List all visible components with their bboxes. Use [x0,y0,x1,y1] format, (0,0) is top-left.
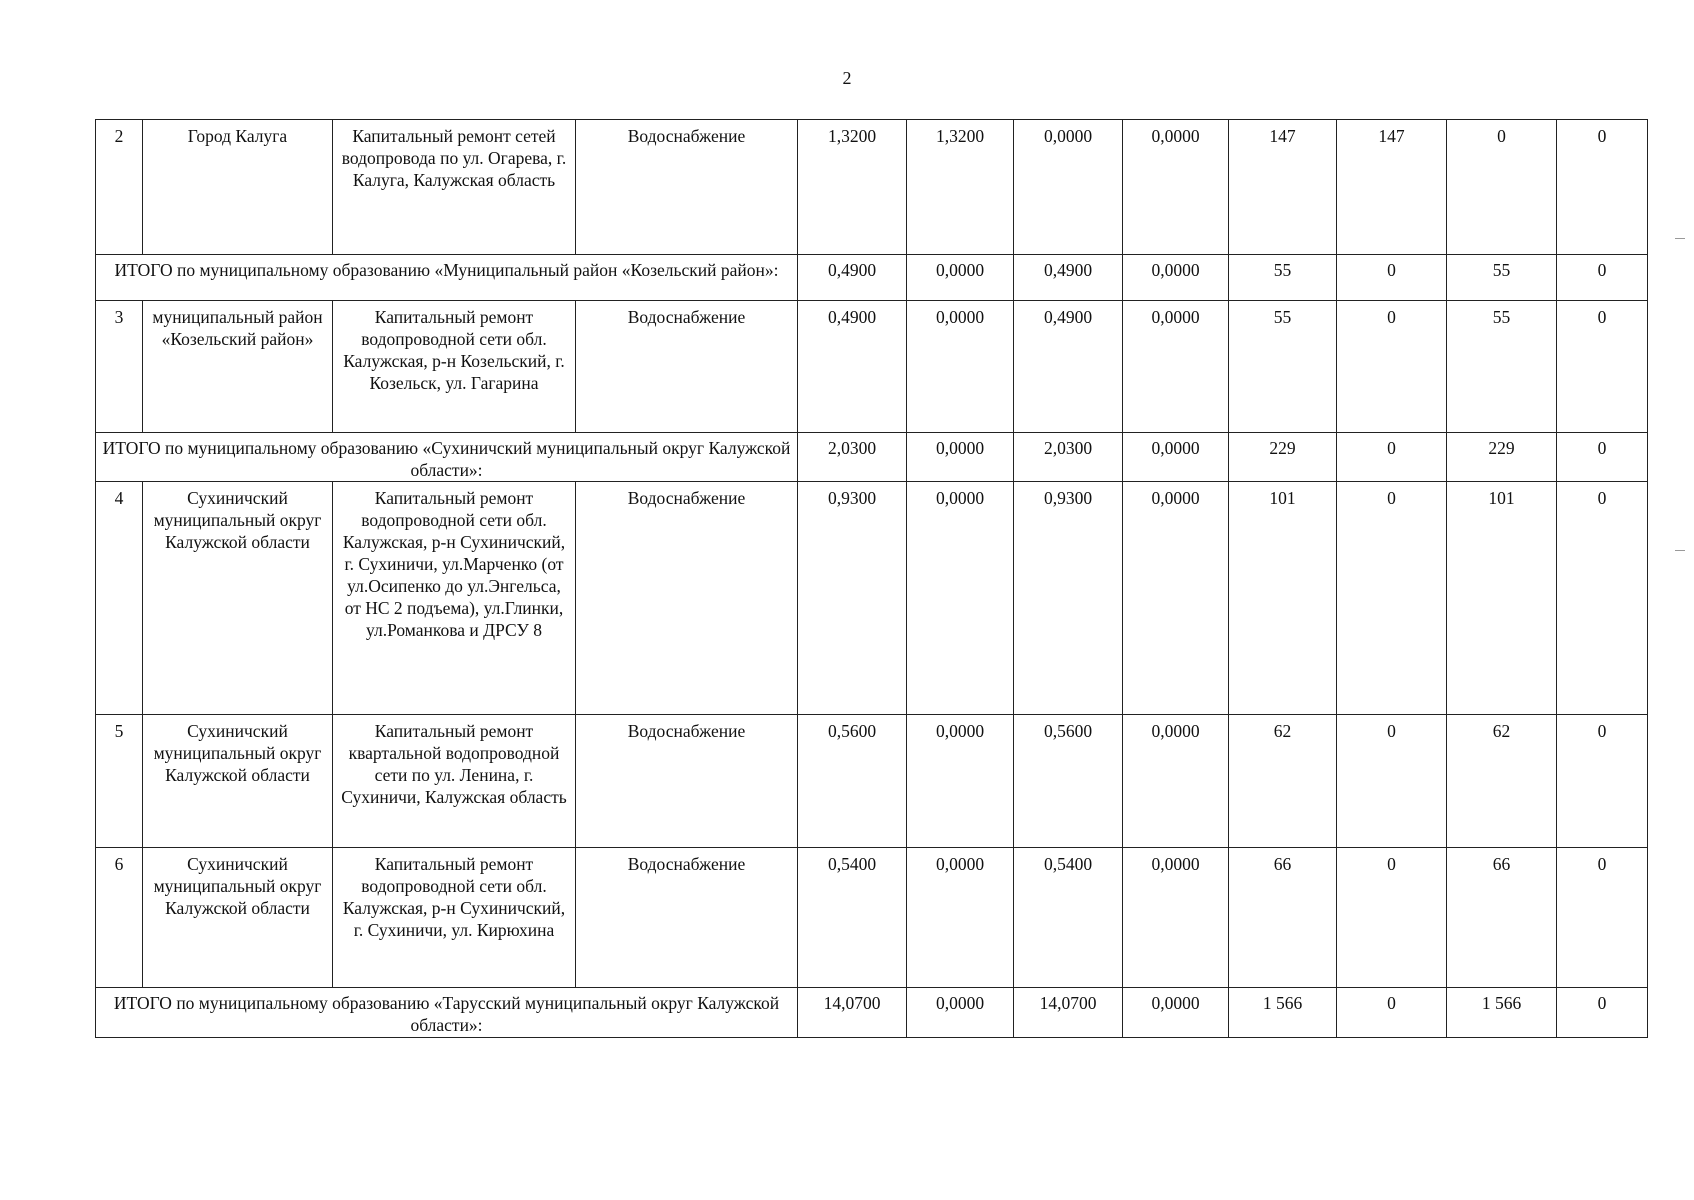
table-row [96,120,1648,255]
total-row [96,988,1648,1038]
value-cell: 0,0000 [1123,482,1229,715]
value-cell: 62 [1229,715,1337,848]
municipality-cell: Город Калуга [143,120,333,255]
municipality-cell: Сухиничский муниципальный округ Калужской области [143,482,333,715]
value-cell: 229 [1229,433,1337,482]
value-cell: 2,0300 [1014,433,1123,482]
margin-mark [1675,550,1685,551]
value-cell: 0,0000 [1123,848,1229,988]
value-cell: 1,3200 [798,120,907,255]
value-cell: 0,9300 [798,482,907,715]
value-cell: 0 [1557,715,1648,848]
kind-cell: Водоснабжение [576,482,798,715]
value-cell: 62 [1447,715,1557,848]
table-row [96,848,1648,988]
value-cell: 66 [1229,848,1337,988]
total-label: ИТОГО по муниципальному образованию «Муниципальный район «Козельский район»: [96,255,798,301]
objects-table [95,119,1648,1038]
value-cell: 0,0000 [1123,433,1229,482]
table-row [96,715,1648,848]
value-cell: 147 [1229,120,1337,255]
kind-cell: Водоснабжение [576,715,798,848]
value-cell: 101 [1447,482,1557,715]
value-cell: 0 [1557,301,1648,433]
value-cell: 14,0700 [1014,988,1123,1038]
table-row [96,301,1648,433]
value-cell: 1,3200 [907,120,1014,255]
value-cell: 0 [1557,482,1648,715]
municipality-cell: муниципальный район «Козельский район» [143,301,333,433]
value-cell: 0,0000 [907,255,1014,301]
value-cell: 0 [1337,988,1447,1038]
value-cell: 0,4900 [798,255,907,301]
kind-cell: Водоснабжение [576,120,798,255]
value-cell: 0 [1337,482,1447,715]
value-cell: 1 566 [1229,988,1337,1038]
object-cell: Капитальный ремонт водопроводной сети обл. Калужская, р-н Козельский, г. Козельск, ул. Гагарина [333,301,576,433]
value-cell: 0 [1447,120,1557,255]
total-row [96,433,1648,482]
table-body [96,120,1648,1038]
value-cell: 55 [1229,301,1337,433]
value-cell: 14,0700 [798,988,907,1038]
value-cell: 0,0000 [1123,715,1229,848]
value-cell: 0,9300 [1014,482,1123,715]
value-cell: 0,4900 [798,301,907,433]
page-number: 2 [842,68,852,88]
value-cell: 0,0000 [1123,120,1229,255]
value-cell: 66 [1447,848,1557,988]
row-number: 2 [96,120,143,255]
value-cell: 0,0000 [1123,988,1229,1038]
value-cell: 0,0000 [1014,120,1123,255]
value-cell: 0 [1557,433,1648,482]
value-cell: 0,0000 [907,301,1014,433]
value-cell: 0 [1337,255,1447,301]
value-cell: 0,0000 [907,848,1014,988]
value-cell: 101 [1229,482,1337,715]
value-cell: 0,4900 [1014,255,1123,301]
value-cell: 0,0000 [1123,301,1229,433]
total-row [96,255,1648,301]
value-cell: 0,0000 [907,433,1014,482]
value-cell: 0 [1557,120,1648,255]
row-number: 3 [96,301,143,433]
value-cell: 55 [1447,301,1557,433]
object-cell: Капитальный ремонт водопроводной сети обл. Калужская, р-н Сухиничский, г. Сухиничи, ул. Кирюхина [333,848,576,988]
value-cell: 0,5600 [1014,715,1123,848]
value-cell: 0 [1337,715,1447,848]
value-cell: 0 [1337,433,1447,482]
value-cell: 0 [1557,988,1648,1038]
object-cell: Капитальный ремонт сетей водопровода по ул. Огарева, г. Калуга, Калужская область [333,120,576,255]
value-cell: 0 [1337,848,1447,988]
kind-cell: Водоснабжение [576,848,798,988]
object-cell: Капитальный ремонт квартальной водопроводной сети по ул. Ленина, г. Сухиничи, Калужская область [333,715,576,848]
value-cell: 55 [1447,255,1557,301]
value-cell: 0 [1337,301,1447,433]
value-cell: 0,5600 [798,715,907,848]
kind-cell: Водоснабжение [576,301,798,433]
value-cell: 2,0300 [798,433,907,482]
value-cell: 0,4900 [1014,301,1123,433]
row-number: 6 [96,848,143,988]
margin-mark [1675,238,1685,239]
row-number: 4 [96,482,143,715]
municipality-cell: Сухиничский муниципальный округ Калужской области [143,848,333,988]
municipality-cell: Сухиничский муниципальный округ Калужской области [143,715,333,848]
value-cell: 0,5400 [1014,848,1123,988]
value-cell: 0,5400 [798,848,907,988]
row-number: 5 [96,715,143,848]
total-label: ИТОГО по муниципальному образованию «Тарусский муниципальный округ Калужской области»: [96,988,798,1038]
table-row [96,482,1648,715]
object-cell: Капитальный ремонт водопроводной сети обл. Калужская, р-н Сухиничский, г. Сухиничи, ул.Марченко (от ул.Осипенко до ул.Энгельса, от НС 2 подъема), ул.Глинки, ул.Романкова и ДРСУ 8 [333,482,576,715]
value-cell: 0,0000 [907,715,1014,848]
total-label: ИТОГО по муниципальному образованию «Сухиничский муниципальный округ Калужской области»: [96,433,798,482]
value-cell: 0,0000 [907,482,1014,715]
value-cell: 1 566 [1447,988,1557,1038]
value-cell: 229 [1447,433,1557,482]
value-cell: 147 [1337,120,1447,255]
value-cell: 55 [1229,255,1337,301]
value-cell: 0 [1557,255,1648,301]
value-cell: 0,0000 [907,988,1014,1038]
value-cell: 0,0000 [1123,255,1229,301]
value-cell: 0 [1557,848,1648,988]
